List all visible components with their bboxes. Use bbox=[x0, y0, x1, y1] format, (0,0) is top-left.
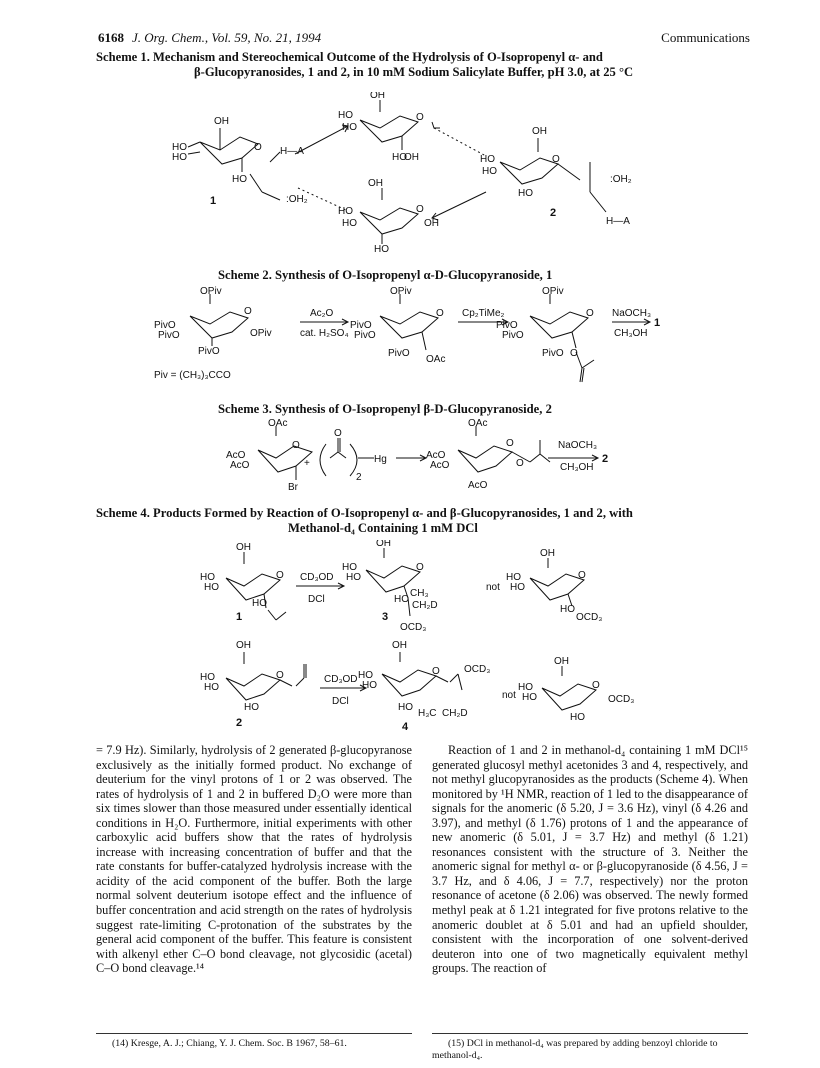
scheme2-svg bbox=[150, 286, 670, 386]
scheme4-figure bbox=[196, 540, 636, 745]
body-right-column bbox=[432, 743, 748, 976]
scheme1-svg bbox=[170, 92, 670, 252]
svg-text:HO: HO bbox=[506, 572, 521, 583]
svg-text:HO: HO bbox=[394, 594, 409, 605]
svg-text:AcO: AcO bbox=[226, 450, 246, 461]
svg-text:OH: OH bbox=[370, 92, 385, 101]
svg-text:O: O bbox=[244, 306, 252, 317]
svg-text:O: O bbox=[254, 142, 262, 153]
svg-text:DCl: DCl bbox=[332, 696, 349, 707]
body-left-paragraph: = 7.9 Hz). Similarly, hydrolysis of 2 generated β-glucopyranose exclusively as the initially formed product. No exchange of deuterium for the vinyl protons of 1 or 2 was observed. The rates of hydrolysis of 1 and 2 in buffered D₂O were more than six times slower than those measured under essentially identical conditions in H₂O. Furthermore, initial experiments with other carboxylic acid buffers show that the rates of hydrolysis increase with increasing concentration of buffer and that the rate constants for buffer-catalyzed hydrolysis increase with the acidity of the acid component of the buffer. Both the large normal solvent deuterium isotope effect and the influence of buffer concentration and acid strength on the rates of hydrolysis suggest rate-limiting C-protonation of the substrates by the general acid component of the buffer. This feature is consistent with alkenyl ether C–O bond cleavage, not glycosidic (acetal) C–O bond cleavage.¹⁴ bbox=[96, 743, 412, 976]
svg-text:OCD₃: OCD₃ bbox=[576, 612, 603, 623]
svg-text:O: O bbox=[578, 570, 586, 581]
svg-text:CH₂D: CH₂D bbox=[442, 708, 468, 719]
svg-text:O: O bbox=[276, 670, 284, 681]
svg-text:HO: HO bbox=[338, 206, 353, 217]
svg-text:OCD₃: OCD₃ bbox=[400, 622, 427, 633]
footnote-rule-left bbox=[96, 1033, 412, 1034]
svg-text:AcO: AcO bbox=[468, 480, 488, 491]
svg-text:4: 4 bbox=[402, 721, 409, 733]
svg-text:HO: HO bbox=[398, 702, 413, 713]
svg-text:HO: HO bbox=[200, 572, 215, 583]
svg-text:PivO: PivO bbox=[158, 330, 180, 341]
footnote-rule-right bbox=[432, 1033, 748, 1034]
svg-text:HO: HO bbox=[518, 682, 533, 693]
svg-text:not: not bbox=[502, 690, 516, 701]
running-header-left bbox=[98, 30, 321, 46]
svg-text:HO: HO bbox=[204, 682, 219, 693]
svg-text:OH: OH bbox=[424, 218, 439, 229]
svg-text:PivO: PivO bbox=[354, 330, 376, 341]
svg-text:H₃C: H₃C bbox=[418, 708, 437, 719]
svg-text:CD₃OD: CD₃OD bbox=[324, 674, 358, 685]
scheme3-reagent-bottom: CH₃OH bbox=[560, 462, 594, 473]
journal-citation: J. Org. Chem., Vol. 59, No. 21, 1994 bbox=[132, 30, 322, 45]
svg-text:AcO: AcO bbox=[230, 460, 250, 471]
page-number: 6168 bbox=[98, 30, 124, 45]
svg-text:1: 1 bbox=[210, 195, 217, 207]
svg-text:O: O bbox=[416, 562, 424, 573]
svg-text:OH: OH bbox=[236, 640, 251, 651]
svg-text:H—A: H—A bbox=[606, 216, 630, 227]
svg-text:O: O bbox=[592, 680, 600, 691]
svg-text:OH: OH bbox=[532, 126, 547, 137]
svg-text:HO: HO bbox=[358, 670, 373, 681]
svg-text:HO: HO bbox=[204, 582, 219, 593]
section-label: Communications bbox=[661, 30, 750, 45]
svg-text::OH₂: :OH₂ bbox=[286, 194, 308, 205]
svg-text:OH: OH bbox=[554, 656, 569, 667]
scheme3-plus: + bbox=[304, 458, 310, 469]
svg-text:NaOCH₃: NaOCH₃ bbox=[612, 308, 652, 319]
svg-text:not: not bbox=[486, 582, 500, 593]
svg-text:O: O bbox=[334, 428, 342, 439]
svg-text:PivO: PivO bbox=[542, 348, 564, 359]
svg-text:O: O bbox=[416, 112, 424, 123]
svg-text:H—A: H—A bbox=[280, 146, 304, 157]
svg-text:AcO: AcO bbox=[430, 460, 450, 471]
svg-text:HO: HO bbox=[232, 174, 247, 185]
body-right-paragraph: Reaction of 1 and 2 in methanol-d₄ containing 1 mM DCl¹⁵ generated glucosyl methyl acetonides 3 and 4, respectively, and not methyl glucopyranosides as the products (Scheme 4). When monitored by ¹H NMR, reaction of 1 led to the disappearance of signals for the anomeric (δ 5.20, J = 3.6 Hz), vinyl (δ 4.26 and 3.97), and methyl (δ 1.76) protons of 1 and the appearance of new anomeric (δ 5.01, J = 3.7 Hz) and methyl (δ 1.21) resonances consistent with the structure of 3. Neither the anomeric signal for methyl α- or β-glucopyranoside (δ 4.56, J = 3.7 Hz, and δ 4.06, J = 7.7, respectively) nor the proton resonance of acetone (δ 2.06) was observed. The newly formed methyl peak at δ 1.21 integrated for five protons relative to the anomeric doublet at δ 5.01 and had an upfield shoulder, consistent with the incorporation of one solvent-derived deuteron into one of two magnetically equivalent methyl groups. The reaction of bbox=[432, 743, 748, 976]
svg-text:CH₃OH: CH₃OH bbox=[614, 328, 648, 339]
svg-text:OCD₃: OCD₃ bbox=[608, 694, 635, 705]
svg-text:O: O bbox=[506, 438, 514, 449]
svg-text:cat. H₂SO₄: cat. H₂SO₄ bbox=[300, 328, 349, 339]
svg-text:1: 1 bbox=[236, 611, 243, 623]
svg-text:1: 1 bbox=[654, 317, 661, 329]
footnote-14 bbox=[96, 1038, 412, 1050]
svg-text:3: 3 bbox=[382, 611, 389, 623]
scheme3-hg: Hg bbox=[374, 454, 387, 465]
scheme4-svg bbox=[196, 540, 636, 740]
scheme1-caption-line1: Scheme 1. Mechanism and Stereochemical Outcome of the Hydrolysis of O-Isopropenyl α- and bbox=[96, 50, 603, 64]
scheme3-reagent-top: NaOCH₃ bbox=[558, 440, 598, 451]
svg-text:PivO: PivO bbox=[198, 346, 220, 357]
scheme4-caption-line2: Methanol-d₄ Containing 1 mM DCl bbox=[288, 521, 478, 535]
svg-text:HO: HO bbox=[252, 598, 267, 609]
svg-text:OCD₃: OCD₃ bbox=[464, 664, 491, 675]
footnote-15 bbox=[432, 1038, 748, 1062]
footnote-15-text: (15) DCl in methanol-d₄ was prepared by adding benzoyl chloride to methanol-d₄. bbox=[432, 1038, 718, 1061]
svg-text:OPiv: OPiv bbox=[390, 286, 412, 297]
svg-text:2: 2 bbox=[550, 207, 557, 219]
svg-text:OPiv: OPiv bbox=[542, 286, 564, 297]
svg-text:OPiv: OPiv bbox=[200, 286, 222, 297]
svg-text:HO: HO bbox=[342, 122, 357, 133]
svg-text:HO: HO bbox=[570, 712, 585, 723]
svg-text:PivO: PivO bbox=[496, 320, 518, 331]
body-left-column bbox=[96, 743, 412, 976]
svg-text:CH₂D: CH₂D bbox=[412, 600, 438, 611]
svg-text:OH: OH bbox=[376, 540, 391, 549]
svg-text:HO: HO bbox=[346, 572, 361, 583]
svg-text:HO: HO bbox=[482, 166, 497, 177]
svg-text:HO: HO bbox=[560, 604, 575, 615]
svg-text:O: O bbox=[432, 666, 440, 677]
svg-text:HO: HO bbox=[342, 562, 357, 573]
svg-text:HO: HO bbox=[510, 582, 525, 593]
svg-text:O: O bbox=[436, 308, 444, 319]
svg-text:PivO: PivO bbox=[502, 330, 524, 341]
scheme1-figure bbox=[170, 92, 670, 257]
scheme3-caption: Scheme 3. Synthesis of O-Isopropenyl β-D-Glucopyranoside, 2 bbox=[218, 402, 552, 416]
svg-text:HO: HO bbox=[518, 188, 533, 199]
svg-text:OH: OH bbox=[368, 178, 383, 189]
svg-text:2: 2 bbox=[236, 717, 243, 729]
svg-text:PivO: PivO bbox=[388, 348, 410, 359]
svg-text:O: O bbox=[586, 308, 594, 319]
scheme2-figure bbox=[150, 286, 670, 391]
svg-text:HO: HO bbox=[244, 702, 259, 713]
svg-text:HO: HO bbox=[342, 218, 357, 229]
svg-text:O: O bbox=[292, 440, 300, 451]
svg-text:OH: OH bbox=[404, 152, 419, 163]
svg-text:CD₃OD: CD₃OD bbox=[300, 572, 334, 583]
svg-text:HO: HO bbox=[362, 680, 377, 691]
svg-text:HO: HO bbox=[480, 154, 495, 165]
svg-text:HO: HO bbox=[200, 672, 215, 683]
scheme4-caption-line1: Scheme 4. Products Formed by Reaction of O-Isopropenyl α- and β-Glucopyranosides, 1 and 2, with bbox=[96, 506, 633, 520]
svg-text:O: O bbox=[276, 570, 284, 581]
svg-text:OH: OH bbox=[540, 548, 555, 559]
svg-text:OAc: OAc bbox=[468, 418, 488, 429]
scheme3-figure bbox=[218, 418, 618, 503]
svg-text:O: O bbox=[552, 154, 560, 165]
scheme3-sub2: 2 bbox=[356, 472, 362, 483]
scheme2-caption: Scheme 2. Synthesis of O-Isopropenyl α-D-Glucopyranoside, 1 bbox=[218, 268, 553, 282]
svg-text::OH₂: :OH₂ bbox=[610, 174, 632, 185]
svg-text:DCl: DCl bbox=[308, 594, 325, 605]
svg-text:CH₃: CH₃ bbox=[410, 588, 429, 599]
svg-text:O: O bbox=[516, 458, 524, 469]
scheme3-svg bbox=[218, 418, 618, 498]
svg-text:O: O bbox=[570, 348, 578, 359]
scheme3-product: 2 bbox=[602, 453, 609, 465]
svg-text:HO: HO bbox=[522, 692, 537, 703]
svg-text:Piv = (CH₃)₃CCO: Piv = (CH₃)₃CCO bbox=[154, 370, 231, 381]
svg-text:HO: HO bbox=[392, 152, 407, 163]
svg-text:Br: Br bbox=[288, 482, 298, 493]
svg-text:PivO: PivO bbox=[154, 320, 176, 331]
svg-text:OAc: OAc bbox=[426, 354, 446, 365]
svg-text:OH: OH bbox=[392, 640, 407, 651]
svg-text:OH: OH bbox=[214, 116, 229, 127]
svg-text:OH: OH bbox=[236, 542, 251, 553]
svg-text:HO: HO bbox=[172, 142, 187, 153]
svg-text:OAc: OAc bbox=[268, 418, 288, 429]
scheme1-caption-line2: β-Glucopyranosides, 1 and 2, in 10 mM Sodium Salicylate Buffer, pH 3.0, at 25 °C bbox=[194, 65, 634, 79]
svg-text:PivO: PivO bbox=[350, 320, 372, 331]
scheme4-caption bbox=[96, 506, 633, 536]
svg-text:OPiv: OPiv bbox=[250, 328, 272, 339]
svg-text:HO: HO bbox=[374, 244, 389, 252]
svg-text:HO: HO bbox=[338, 110, 353, 121]
svg-text:AcO: AcO bbox=[426, 450, 446, 461]
footnote-14-text: (14) Kresge, A. J.; Chiang, Y. J. Chem. Soc. B 1967, 58–61. bbox=[112, 1038, 347, 1049]
svg-text:HO: HO bbox=[172, 152, 187, 163]
scheme1-caption bbox=[96, 50, 633, 80]
svg-text:O: O bbox=[416, 204, 424, 215]
svg-text:Cp₂TiMe₂: Cp₂TiMe₂ bbox=[462, 308, 505, 319]
svg-text:Ac₂O: Ac₂O bbox=[310, 308, 334, 319]
